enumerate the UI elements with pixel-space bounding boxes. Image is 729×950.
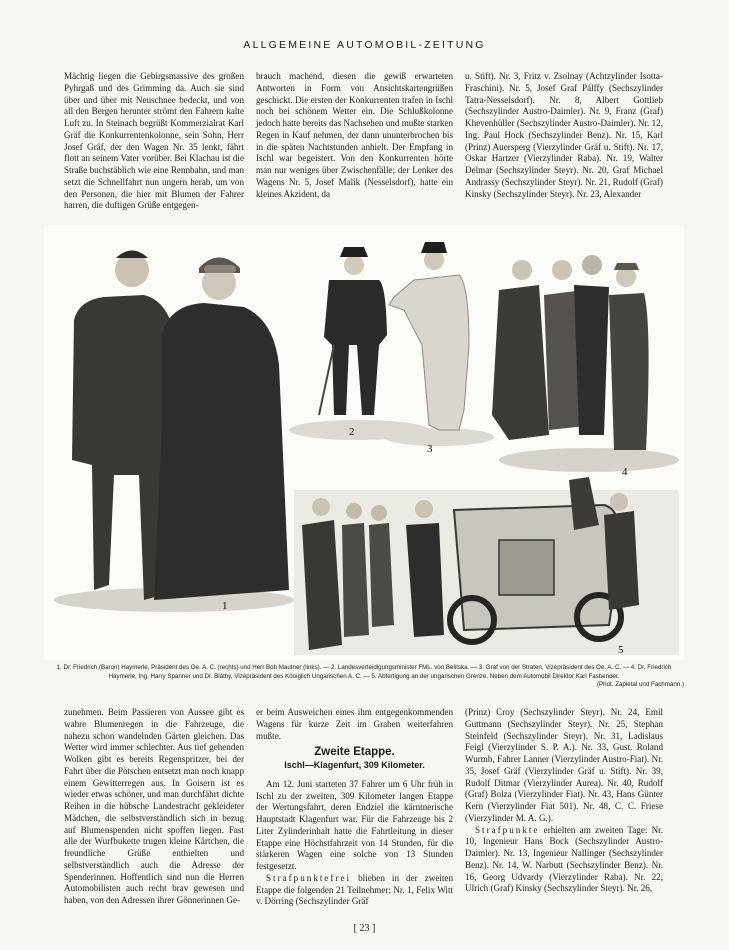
bottom-column-3-para2-text: erhielten am zweiten Tage: Nr. 10, Ingenieur Hans Bock (Sechszylinder Austro-Daimler). Nr. 13, Ingenieur Nallinger (Sechszylinder Benz). Nr. 14, W. Narbutt (Sechszylinder Benz). Nr. 16, Georg Udvardy (Vierzylinder Raba). Nr. 22, Ulrich (Graf) Kinsky (Sechszylinder Steyr). Nr. 26, bbox=[465, 824, 663, 894]
bottom-column-2-intro: er beim Ausweichen eines ihm entgegenkommenden Wagens für kurze Zeit im Graben weiterfahren mußte. bbox=[256, 707, 453, 741]
page-number: [ 23 ] bbox=[353, 923, 376, 934]
bottom-column-3-para1: (Prinz) Croy (Sechszylinder Steyr). Nr. 24, Emil Guttmann (Sechszylinder Steyr). Nr. 25, Stephan Steinfeld (Sechszylinder Steyr). Nr. 31, Ladislaus Feigl (Vierzylinder S. P. A.). Nr. 33, Gust. Roland Wurmb, Fahrer Lanner (Vierzylinder Austro-Fiat). Nr. 35, Josef Gräf (Vierzylinder Gräf u. Stift). Nr. 39, Rudolf Ditmar (Vierzylinder Aurea). Nr. 40, Rudolf (Graf) Bolza (Vierzylinder Fiat). Nr. 43, Hans Günter Kern (Vierzylinder Fiat 501). Nr. 48, C. C. Friese (Vierzylinder M. A. G.). bbox=[465, 707, 663, 823]
photo-collage bbox=[44, 225, 684, 660]
top-column-3-text: u. Stift). Nr. 3, Fritz v. Zsolnay (Achtzylinder Isotta-Fraschini). Nr. 5, Josef Graf Pálffy (Sechszylinder Tatra-Nesselsdorf). Nr. 8, Albert Gottlieb (Sechszylinder Austro-Daimler). Nr. 9, Franz (Graf) Khevenhüller (Sechszylinder Austro-Daimler). Nr. 12, Ing. Paul Hock (Sechszylinder Benz). Nr. 15, Karl (Prinz) Auersperg (Vierzylinder Gräf u. Stift). Nr. 17, Oskar Hartzer (Vierzylinder Raba). Nr. 19, Walter Delmar (Sechszylinder Steyr). Nr. 20, Graf Michael Andrassy (Sechszylinder Steyr). Nr. 21, Rudolf (Graf) Kinsky (Sechszylinder Steyr). Nr. 23, Alexander bbox=[465, 71, 663, 199]
photo-credit: (Phot. Zapletal und Fachmann.) bbox=[596, 681, 684, 688]
photo-number-3: 3 bbox=[427, 443, 433, 455]
bottom-column-2-para2 bbox=[256, 873, 453, 908]
spaced-term-strafpunktefrei: Strafpunktefrei bbox=[266, 872, 352, 883]
photo-3 bbox=[384, 242, 494, 446]
bottom-column-2-para1: Am 12. Juni starteten 37 Fahrer um 6 Uhr früh in Ischl zu der zweiten, 309 Kilometer langen Etappe der Wertungsfahrt, deren Endziel die kärntnerische Hauptstadt Klagenfurt war. Für die Fahrzeuge bis 2 Liter Zylinderinhalt hatte die Fahrtleitung in dieser Etappe eine Höchstfahrzeit von 14 Stunden, für die stärkeren Wagen eine solche von 13 Stunden festgesetzt. bbox=[256, 778, 453, 871]
bottom-column-2-para2-text: blieben in der zweiten Etappe die folgenden 21 Teilnehmer: Nr. 1, Felix Witt v. Dörring (Sechszylinder Gräf bbox=[256, 872, 453, 907]
photo-4 bbox=[492, 255, 679, 472]
photo-number-1: 1 bbox=[222, 600, 228, 612]
photo-caption-text: 1. Dr. Friedrich (Baron) Haymerle, Präsident des Oe. A. C. (rechts) und Herr Bob Mautner (links). — 2. Landesverteidigungsminister FML. von Belitska. — 3. Graf von der Straten, Vizepräsident des Oe. A. C. — 4. Dr. Friedrich Haymerle, Ing. Harry Spanner und Dr. Bláthy, Vizepräsident des Königlich Ungarischen A. C. — 5. Abfertigung an der ungarischen Grenze. Neben dem Automobil Direktor Karl Fasbender. bbox=[56, 664, 672, 680]
photo-5 bbox=[294, 477, 679, 655]
bottom-column-3-para2 bbox=[465, 825, 663, 896]
photo-caption bbox=[44, 664, 684, 690]
running-header: ALLGEMEINE AUTOMOBIL-ZEITUNG bbox=[243, 39, 486, 51]
photo-number-5: 5 bbox=[618, 644, 624, 656]
photo-collage-drawing bbox=[44, 225, 684, 660]
photo-1 bbox=[54, 251, 294, 613]
top-column-3 bbox=[465, 71, 663, 200]
top-column-1-text: Mächtig liegen die Gebirgsmassive des großen Pyhrgaß und des Grimming da. Auch sie sind über und über mit Neuschnee bedeckt, und von all den Bergen herunter strömt den Fahrern kalte Luft zu. In Steinach begrüßt Kommerzialrat Karl Gräf die Konkurrentenkolonne, sein Sohn, Herr Josef Gräf, der den Wagen Nr. 35 lenkt, fährt flott an seinem Vater vorüber. Bei Klachau ist die Straße buchstäblich wie eine Rennbahn, und man setzt die Schnellfahrt nun ungern herab, um von den Personen, die hier mit Blumen der Fahrer harren, die duftigen Grüße entgegen- bbox=[64, 71, 244, 211]
photo-number-4: 4 bbox=[622, 466, 628, 478]
photo-2 bbox=[289, 247, 429, 440]
spaced-term-strafpunkte: Strafpunkte bbox=[475, 824, 540, 835]
top-column-1 bbox=[64, 71, 244, 212]
bottom-column-3 bbox=[465, 707, 663, 895]
bottom-column-1 bbox=[64, 707, 244, 907]
photo-number-2: 2 bbox=[349, 426, 355, 438]
section-subheading: Ischl—Klagenfurt, 309 Kilometer. bbox=[284, 760, 425, 770]
section-heading: Zweite Etappe. bbox=[314, 746, 395, 759]
bottom-column-2 bbox=[256, 707, 453, 908]
bottom-column-1-text: zunehmen. Beim Passieren von Aussee gibt es wahre Blumenregen in die Fahrzeuge, die nahezu schon wandelnden Gärten gleichen. Das Wetter wird immer schlechter. Aus tief gehenden Wolken gibt es bereits Regenspritzer, bei der Fahrt über die Pötschen entsetzt man noch knapp einem Gewitterregen aus. In Goisern ist es wieder etwas schöner, und man durchfährt dichte Reihen in die hübsche Landestracht gekleideter Mädchen, die selbstverständlich sich in bezug auf Blumenspenden nicht spoffen liegen. Fast alle der Wurfbukette trugen kleine Kärtchen, die freundliche Grüße enthielten und selbstverständlich auch die Adresse der Spenderinnen. Hoffentlich sind nun die Herren Automobilisten auch recht brav gewesen und haben, von den Adressen ihrer Gönnerinnen Ge- bbox=[64, 707, 244, 905]
top-column-2 bbox=[256, 71, 453, 200]
top-column-2-text: brauch machend, diesen die gewiß erwarteten Antworten in Form von Ansichtskartengrüßen geschickt. Die ersten der Konkurrenten trafen in Ischl noch bei schönem Wetter ein. Die Schlußkolonne jedoch hatte bereits das Nachsehen und mußte starken Regen in Kauf nehmen, der dann ununterbrochen bis in die späten Nachtstunden anhielt. Der Empfang in Ischl war begeistert. Von den Konkurrenten hörte man nur weniges über Zwischenfälle; der Lenker des Wagens Nr. 5, Josef Malik (Nesselsdorf), hatte ein kleines Akzident, da bbox=[256, 71, 453, 199]
